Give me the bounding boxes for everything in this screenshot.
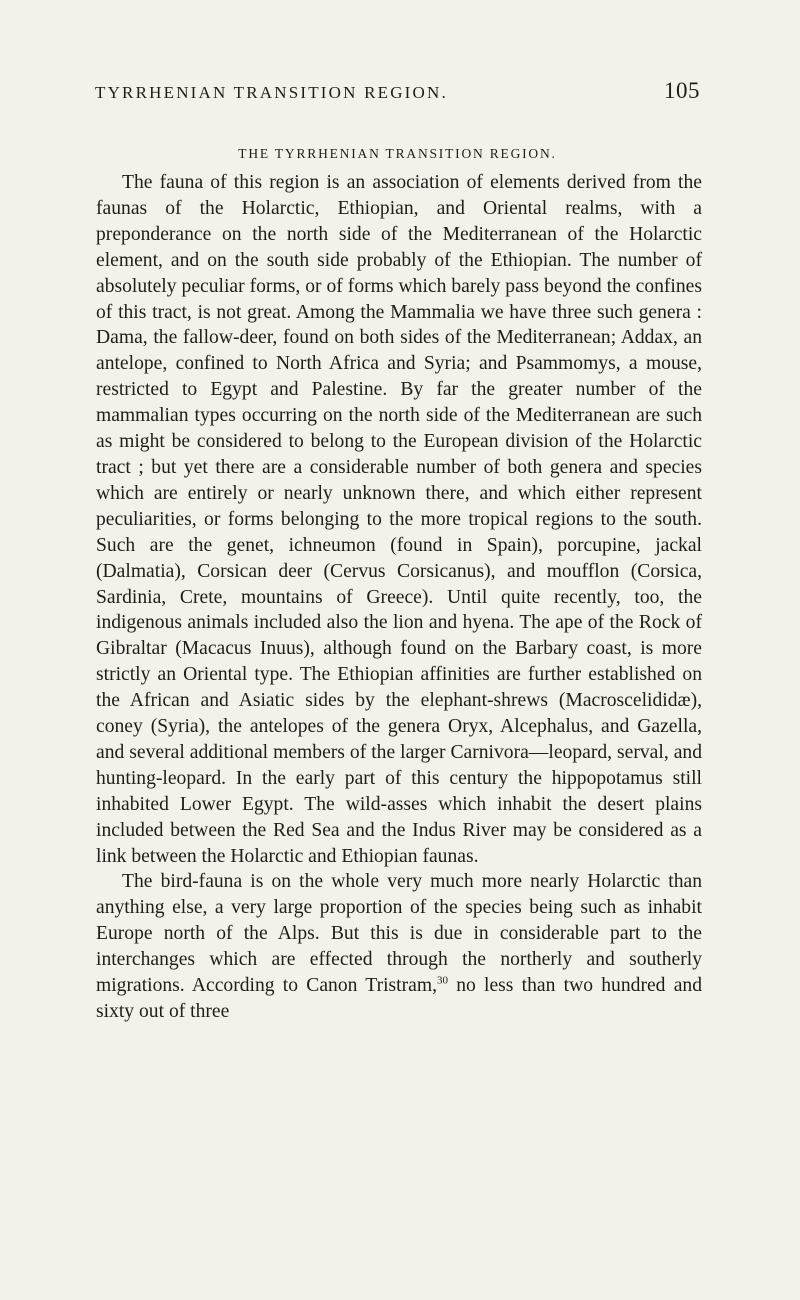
running-title: TYRRHENIAN TRANSITION REGION.	[95, 83, 448, 102]
paragraph-2-text-after: no less than two hundred and sixty out of three	[96, 975, 702, 1022]
body-text	[96, 170, 702, 1025]
paragraph-2	[96, 869, 702, 1024]
page-number: 105	[664, 78, 700, 103]
paragraph-2-text-before: The bird-fauna is on the whole very much more nearly Holarctic than anything else, a very large proportion of the species being such as inhabit Europe north of the Alps. But this is due in considerable part to the interchanges which are effected through the northerly and southerly migrations. According to Canon Tristram,	[96, 871, 702, 997]
section-title: THE TYRRHENIAN TRANSITION REGION.	[238, 146, 557, 161]
running-head	[95, 78, 700, 108]
footnote-reference[interactable]: 30	[436, 974, 448, 987]
paragraph-1: The fauna of this region is an association of elements derived from the faunas of the Holarctic, Ethiopian, and Oriental realms, with a preponderance on the north side of the Mediterranean of the Holarctic element, and on the south side probably of the Ethiopian. The number of absolutely peculiar forms, or of forms which barely pass beyond the confines of this tract, is not great. Among the Mammalia we have three such genera : Dama, the fallow-deer, found on both sides of the Mediterranean; Addax, an antelope, confined to North Africa and Syria; and Psammomys, a mouse, restricted to Egypt and Palestine. By far the greater number of the mammalian types occurring on the north side of the Mediterranean are such as might be considered to belong to the European division of the Holarctic tract ; but yet there are a considerable number of both genera and species which are entirely or nearly unknown there, and which either represent peculiarities, or forms belonging to the more tropical regions to the south. Such are the genet, ichneumon (found in Spain), porcupine, jackal (Dalmatia), Corsican deer (Cervus Corsicanus), and moufflon (Corsica, Sardinia, Crete, mountains of Greece). Until quite recently, too, the indigenous animals included also the lion and hyena. The ape of the Rock of Gibraltar (Macacus Inuus), although found on the Barbary coast, is more strictly an Oriental type. The Ethiopian affinities are further established on the African and Asiatic sides by the elephant-shrews (Macroscelididæ), coney (Syria), the antelopes of the genera Oryx, Alcephalus, and Gazella, and several additional members of the larger Carnivora—leopard, serval, and hunting-leopard. In the early part of this century the hippopotamus still inhabited Lower Egypt. The wild-asses which inhabit the desert plains included between the Red Sea and the Indus River may be considered as a link between the Holarctic and Ethiopian faunas.	[96, 172, 702, 867]
